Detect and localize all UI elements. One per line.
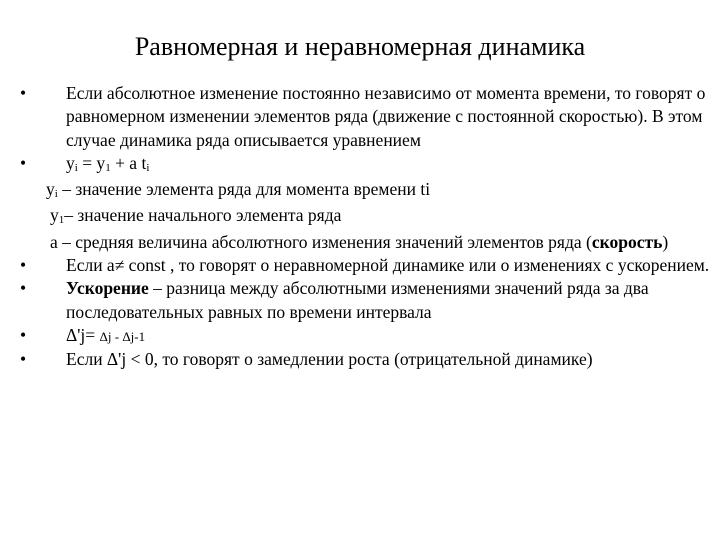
bullet: •: [20, 255, 27, 276]
bold-acceleration: Ускорение: [66, 278, 149, 299]
definition-y1: y1– значение начального элемента ряда: [50, 205, 342, 227]
paragraph-slowdown: • Если Δ'j < 0, то говорят о замедлении роста (отрицательной динамике): [66, 348, 720, 371]
bullet: •: [20, 324, 27, 345]
paragraph-text: Если абсолютное изменение постоянно независимо от момента времени, то говорят о равномерном изменении элементов ряда (движение с постоянной скоростью). В этом случае динамика ряда описывается уравнением: [66, 83, 706, 150]
equation-acceleration: • Δ'j= Δj - Δj-1: [66, 324, 720, 348]
bullet: •: [20, 152, 27, 173]
slide-body: [0, 82, 720, 372]
bullet: •: [20, 83, 27, 103]
bullet: •: [20, 278, 27, 299]
paragraph-nonuniform: • Если a≠ const , то говорят о неравномерной динамике или о изменениях с ускорением.: [66, 254, 720, 277]
bold-speed: скорость: [591, 231, 663, 252]
definition-a: a – средняя величина абсолютного изменения значений элементов ряда (скорость): [50, 231, 669, 252]
paragraph-uniform-change: [20, 82, 720, 152]
definition-yi: yi – значение элемента ряда для момента времени ti: [46, 179, 431, 201]
slide-title: Равномерная и неравномерная динамика: [134, 32, 586, 61]
equation-uniform: • yi = y1 + a ti: [20, 152, 150, 174]
bullet: •: [20, 349, 27, 370]
paragraph-acceleration: • Ускорение – разница между абсолютными изменениями значений ряда за два последовательных равных по времени интервала: [20, 278, 649, 322]
